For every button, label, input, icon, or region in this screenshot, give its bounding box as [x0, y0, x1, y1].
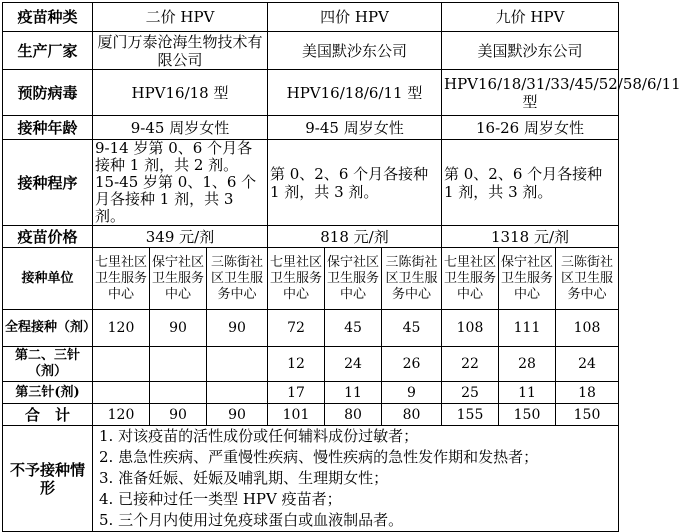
unit-name: 三陈街社区卫生服务中心 [556, 248, 619, 310]
age-nonavalent: 16-26 周岁女性 [442, 116, 619, 140]
label-second-third: 第二、三针（剂） [3, 347, 93, 382]
manufacturer-quadrivalent: 美国默沙东公司 [268, 32, 442, 70]
row-prevent [3, 70, 619, 116]
procedure-quadrivalent: 第 0、2、6 个月各接种 1 剂，共 3 剂。 [268, 140, 442, 226]
label-age: 接种年龄 [3, 116, 93, 140]
label-total: 合 计 [3, 404, 93, 426]
unit-name: 保宁社区卫生服务中心 [325, 248, 382, 310]
contraindications-list [93, 426, 619, 532]
dose-count: 26 [382, 347, 442, 382]
dose-count: 45 [382, 310, 442, 347]
row-procedure [3, 140, 619, 226]
dose-count: 9 [382, 382, 442, 404]
unit-name: 七里社区卫生服务中心 [93, 248, 150, 310]
dose-count: 22 [442, 347, 499, 382]
label-procedure: 接种程序 [3, 140, 93, 226]
contraindication-item: 4. 已接种过任一类型 HPV 疫苗者； [99, 490, 342, 508]
price-quadrivalent: 818 元/剂 [268, 226, 442, 248]
row-full-course [3, 310, 619, 347]
row-contraindications [3, 426, 619, 532]
contraindication-item: 3. 准备妊娠、妊娠及哺乳期、生理期女性； [99, 469, 389, 487]
dose-total: 101 [268, 404, 325, 426]
dose-count: 28 [499, 347, 556, 382]
manufacturer-bivalent: 厦门万泰沧海生物技术有限公司 [93, 32, 268, 70]
price-nonavalent: 1318 元/剂 [442, 226, 619, 248]
dose-count: 24 [325, 347, 382, 382]
vaccine-bivalent: 二价 HPV [93, 3, 268, 32]
unit-name: 三陈街社区卫生服务中心 [382, 248, 442, 310]
dose-count: 72 [268, 310, 325, 347]
age-bivalent: 9-45 周岁女性 [93, 116, 268, 140]
dose-total: 120 [93, 404, 150, 426]
contraindication-item: 2. 患急性疾病、严重慢性疾病、慢性疾病的急性发作期和发热者； [99, 448, 539, 466]
prevent-bivalent: HPV16/18 型 [93, 70, 268, 116]
dose-count [150, 347, 207, 382]
label-full-course: 全程接种（剂） [3, 310, 93, 347]
vaccine-quadrivalent: 四价 HPV [268, 3, 442, 32]
dose-count: 45 [325, 310, 382, 347]
unit-name: 三陈街社区卫生服务中心 [207, 248, 268, 310]
procedure-nonavalent: 第 0、2、6 个月各接种 1 剂，共 3 剂。 [442, 140, 619, 226]
dose-total: 80 [325, 404, 382, 426]
label-units: 接种单位 [3, 248, 93, 310]
label-third: 第三针(剂) [3, 382, 93, 404]
row-price [3, 226, 619, 248]
dose-count: 17 [268, 382, 325, 404]
prevent-quadrivalent: HPV16/18/6/11 型 [268, 70, 442, 116]
unit-name: 保宁社区卫生服务中心 [150, 248, 207, 310]
dose-total: 90 [207, 404, 268, 426]
unit-name: 保宁社区卫生服务中心 [499, 248, 556, 310]
label-contraindications: 不予接种情形 [3, 426, 93, 532]
vaccine-nonavalent: 九价 HPV [442, 3, 619, 32]
dose-count: 90 [150, 310, 207, 347]
contraindications-items [95, 426, 616, 531]
row-age [3, 116, 619, 140]
row-manufacturer [3, 32, 619, 70]
procedure-bivalent-line-1: 9-14 岁第 0、6 个月各接种 1 剂，共 2 剂。 [95, 139, 253, 174]
contraindication-item: 5. 三个月内使用过免疫球蛋白或血液制品者。 [99, 511, 404, 529]
dose-total: 90 [150, 404, 207, 426]
age-quadrivalent: 9-45 周岁女性 [268, 116, 442, 140]
dose-count: 11 [325, 382, 382, 404]
label-prevent: 预防病毒 [3, 70, 93, 116]
dose-count [207, 347, 268, 382]
dose-count: 111 [499, 310, 556, 347]
dose-count: 12 [268, 347, 325, 382]
dose-count: 11 [499, 382, 556, 404]
dose-count: 120 [93, 310, 150, 347]
dose-total: 155 [442, 404, 499, 426]
label-price: 疫苗价格 [3, 226, 93, 248]
dose-count: 108 [442, 310, 499, 347]
dose-count: 24 [556, 347, 619, 382]
row-second-third [3, 347, 619, 382]
dose-count: 25 [442, 382, 499, 404]
row-third [3, 382, 619, 404]
unit-name: 七里社区卫生服务中心 [442, 248, 499, 310]
hpv-vaccine-table [2, 2, 681, 532]
row-vaccine-type [3, 3, 619, 32]
procedure-bivalent-line-2: 15-45 岁第 0、1、6 个月各接种 1 剂，共 3 剂。 [95, 173, 257, 225]
dose-count [93, 382, 150, 404]
prevent-nonavalent: HPV16/18/31/33/45/52/58/6/11 型 [442, 70, 619, 116]
dose-count [207, 382, 268, 404]
dose-count: 18 [556, 382, 619, 404]
dose-count: 90 [207, 310, 268, 347]
unit-name: 七里社区卫生服务中心 [268, 248, 325, 310]
procedure-bivalent [93, 140, 268, 226]
row-units [3, 248, 619, 310]
dose-count: 108 [556, 310, 619, 347]
dose-count [150, 382, 207, 404]
manufacturer-nonavalent: 美国默沙东公司 [442, 32, 619, 70]
dose-total: 80 [382, 404, 442, 426]
dose-total: 150 [499, 404, 556, 426]
label-vaccine-type: 疫苗种类 [3, 3, 93, 32]
row-total [3, 404, 619, 426]
dose-count [93, 347, 150, 382]
label-manufacturer: 生产厂家 [3, 32, 93, 70]
price-bivalent: 349 元/剂 [93, 226, 268, 248]
dose-total: 150 [556, 404, 619, 426]
contraindication-item: 1. 对该疫苗的活性成份或任何辅料成份过敏者； [99, 427, 419, 445]
